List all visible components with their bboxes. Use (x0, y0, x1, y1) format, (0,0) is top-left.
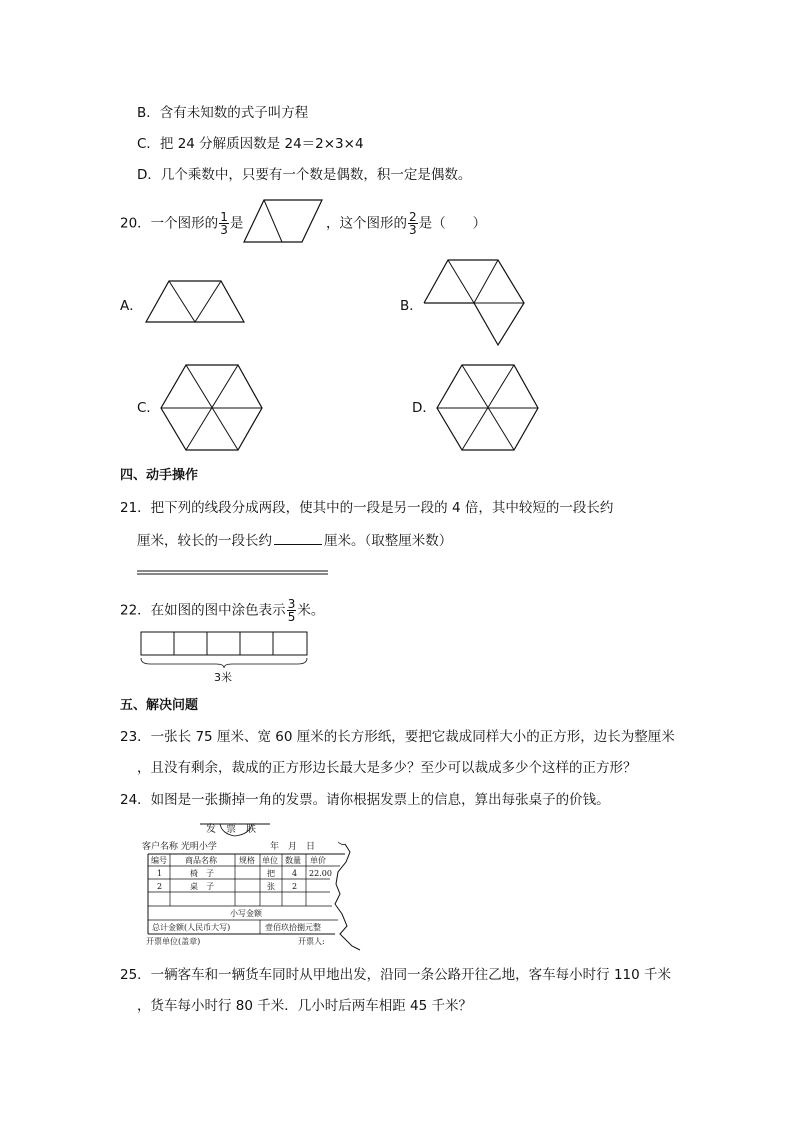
q21-answer-blank[interactable] (274, 530, 322, 545)
q22-stem: 22．在如图的图中涂色表示 $\frac{3}{5}$ 米。 (120, 597, 325, 624)
q19-option-c: C．把 24 分解质因数是 24＝2×3×4 (137, 136, 364, 152)
torn-invoice (140, 822, 366, 950)
q21-line2: 厘米，较长的一段长约 厘米。（取整厘米数） (137, 530, 452, 550)
q23-line1: 23．一张长 75 厘米、宽 60 厘米的长方形纸，要把它裁成同样大小的正方形，边长为整厘米 (120, 729, 675, 745)
invoice-row1-price: 22.00 (309, 869, 332, 878)
fraction-one-third: $\frac{1}{3}$ (220, 210, 228, 237)
q24-line1: 24．如图是一张撕掉一角的发票。请你根据发票上的信息，算出每张桌子的价钱。 (120, 792, 610, 808)
q20-stem-part1: 20．一个图形的 $\frac{1}{3}$ 是 (120, 210, 244, 237)
q25-line1: 25．一辆客车和一辆货车同时从甲地出发，沿同一条公路开往乙地，客车每小时行 110 千米 (120, 967, 672, 983)
q20-option-b-figure (424, 259, 526, 347)
invoice-row2-unit: 张 (267, 882, 275, 891)
invoice-big-total-value: 壹佰玖拾捌元整 (265, 923, 321, 932)
q20-parallelogram-figure (244, 198, 324, 244)
invoice-title: 发 票 联 (206, 824, 256, 835)
invoice-row1-qty: 4 (292, 869, 298, 878)
q19-option-d: D．几个乘数中，只要有一个数是偶数，积一定是偶数。 (137, 167, 472, 183)
q20-option-d-figure (436, 364, 540, 452)
invoice-header-no: 编号 (151, 856, 167, 865)
q19-option-b: B．含有未知数的式子叫方程 (137, 105, 309, 121)
invoice-header-name: 商品名称 (185, 856, 217, 865)
invoice-date: 年 月 日 (270, 842, 316, 852)
invoice-big-total-label: 总计金额(人民币大写) (152, 923, 231, 932)
invoice-header-price: 单价 (310, 856, 326, 865)
q20-label-d: D． (412, 400, 436, 416)
invoice-row1-no: 1 (157, 869, 163, 878)
fraction-three-fifths: $\frac{3}{5}$ (287, 597, 296, 624)
invoice-small-total: 小写金额 (230, 909, 262, 918)
q22-brace-label: 3米 (214, 671, 232, 684)
invoice-row2-no: 2 (157, 882, 163, 891)
invoice-issuer-person: 开票人: (298, 937, 325, 946)
invoice-customer: 客户名称 光明小学 (142, 842, 217, 852)
invoice-row2-qty: 2 (292, 882, 298, 891)
invoice-row1-name: 椅 子 (190, 869, 214, 878)
fraction-two-thirds: $\frac{2}{3}$ (409, 210, 417, 237)
invoice-header-spec: 规格 (239, 856, 255, 865)
invoice-header-qty: 数量 (285, 856, 301, 865)
section-4-title: 四、动手操作 (120, 468, 199, 483)
q20-stem-part2: ，这个图形的 $\frac{2}{3}$ 是（ ） (326, 210, 487, 237)
section-5-title: 五、解决问题 (120, 698, 199, 713)
q21-segment (137, 570, 329, 576)
q20-option-c-figure (160, 364, 264, 452)
invoice-issuer: 开票单位(盖章) (146, 937, 201, 946)
q22-strip-figure[interactable] (140, 631, 310, 667)
q20-label-b: B． (400, 298, 423, 314)
invoice-row1-unit: 把 (267, 869, 275, 878)
q23-line2: ，且没有剩余，裁成的正方形边长最大是多少？至少可以裁成多少个这样的正方形？ (137, 760, 637, 776)
q21-line1: 21．把下列的线段分成两段，使其中的一段是另一段的 4 倍，其中较短的一段长约 (120, 500, 614, 516)
q25-line2: ，货车每小时行 80 千米．几小时后两车相距 45 千米？ (137, 998, 473, 1014)
q20-option-a-figure (145, 280, 245, 324)
invoice-row2-name: 桌 子 (190, 882, 214, 891)
invoice-header-unit: 单位 (262, 856, 278, 865)
q20-label-c: C． (137, 400, 160, 416)
q20-label-a: A． (120, 298, 143, 314)
